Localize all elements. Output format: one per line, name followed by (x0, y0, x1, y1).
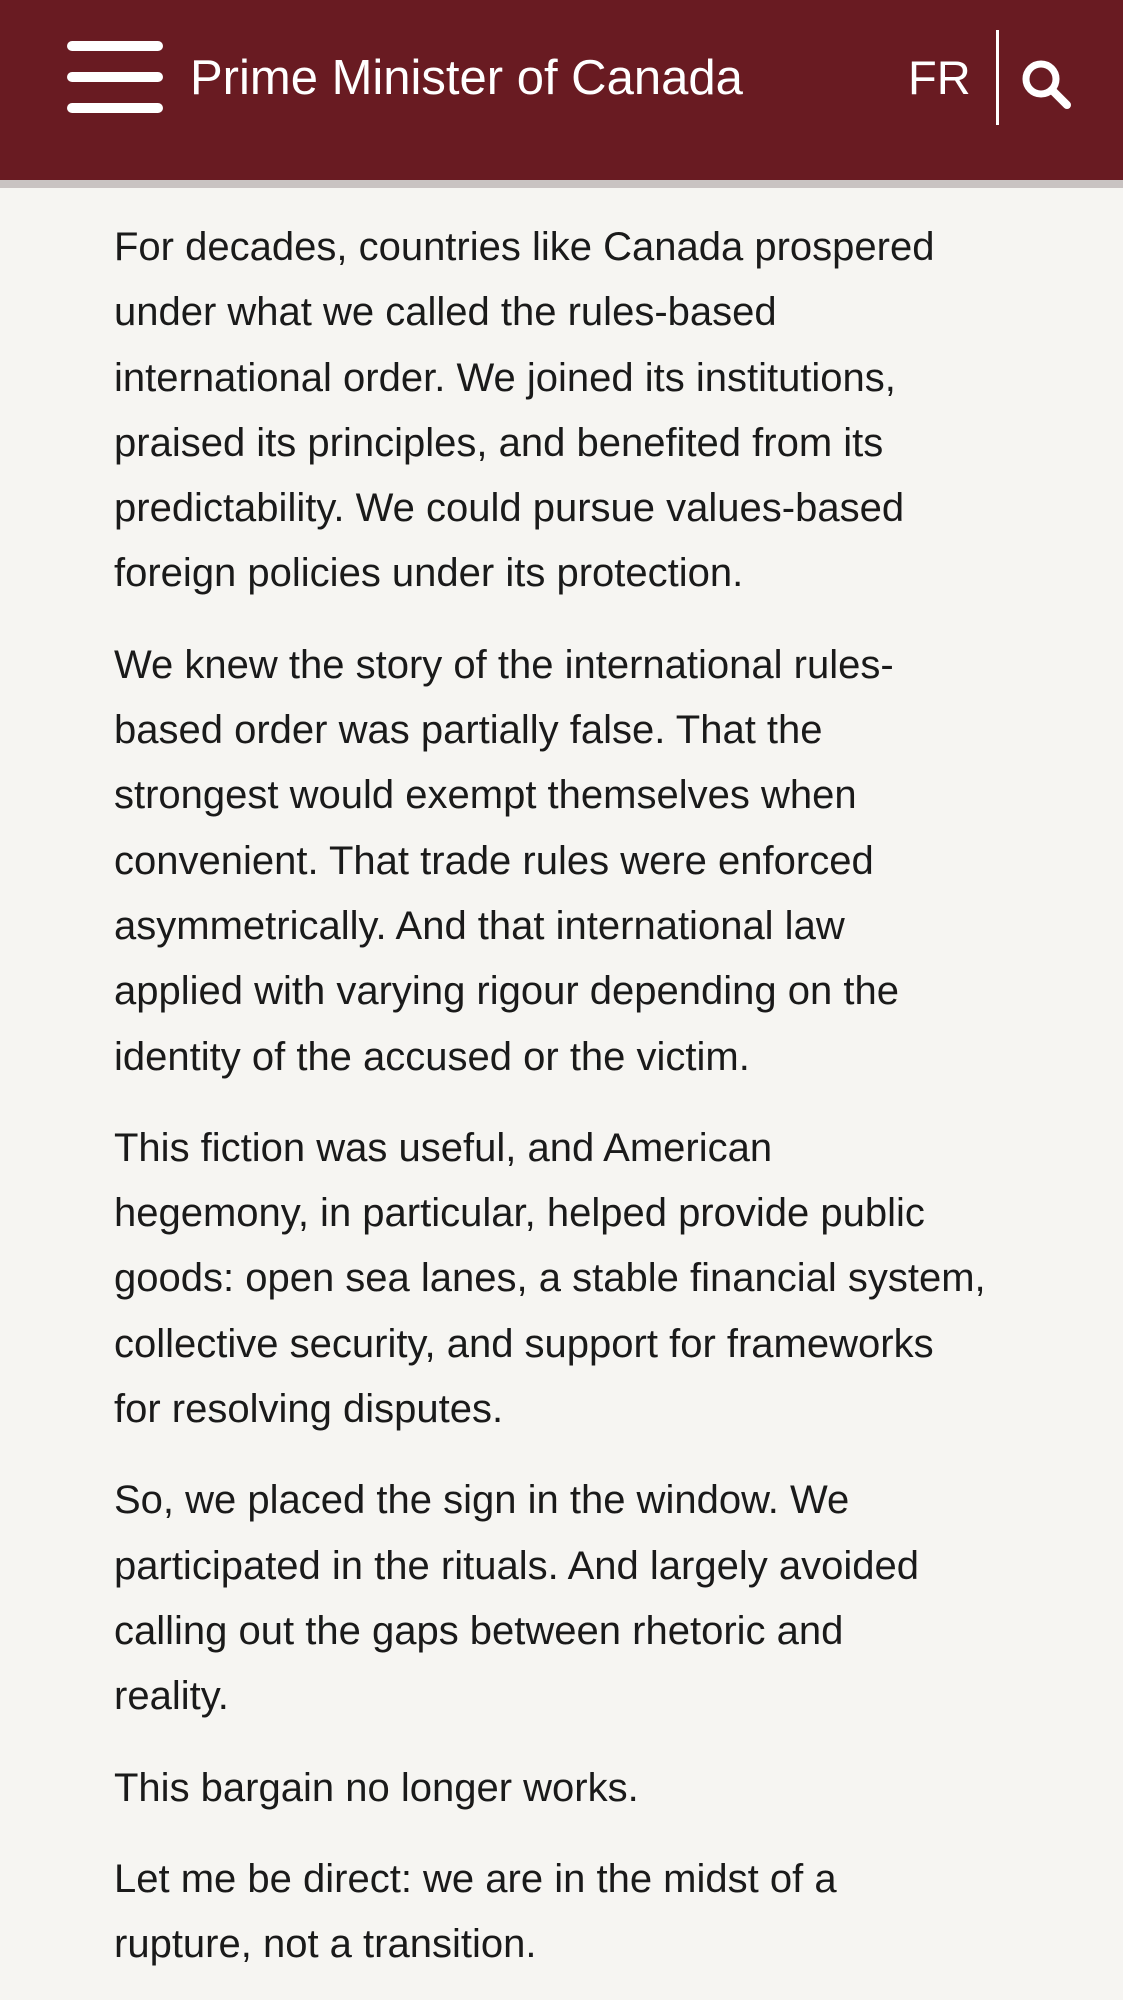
menu-bar (67, 41, 163, 51)
menu-bar (67, 72, 163, 82)
article-paragraph: For decades, countries like Canada prospered under what we called the rules-based international order. We joined its institutions, praised its principles, and benefited from its predictability. We could pursue values-based foreign policies under its protection. (114, 225, 935, 596)
menu-bar (67, 103, 163, 113)
article-paragraph: This fiction was useful, and American hegemony, in particular, helped provide public goods: open sea lanes, a stable financial system, collective security, and support for frameworks for resolving disputes. (114, 1125, 986, 1432)
site-header (0, 0, 1123, 188)
language-toggle-link[interactable]: FR (908, 51, 971, 104)
article-paragraph: So, we placed the sign in the window. We participated in the rituals. And largely avoided calling out the gaps between rhetoric and reality. (114, 1478, 919, 1719)
site-title[interactable]: Prime Minister of Canada (190, 51, 743, 105)
article-paragraph: Let me be direct: we are in the midst of a rupture, not a transition. (114, 1856, 837, 1967)
article-body (114, 215, 1014, 2000)
search-icon[interactable] (1018, 56, 1074, 112)
hamburger-menu-icon[interactable] (67, 39, 163, 115)
header-divider (996, 30, 999, 125)
article-paragraph: We knew the story of the international rules- based order was partially false. That the strongest would exempt themselves when convenient. That trade rules were enforced asymmetrically. And that international law applied with varying rigour depending on the identity of the accused or the victim. (114, 642, 899, 1079)
article-paragraph: This bargain no longer works. (114, 1765, 639, 1810)
